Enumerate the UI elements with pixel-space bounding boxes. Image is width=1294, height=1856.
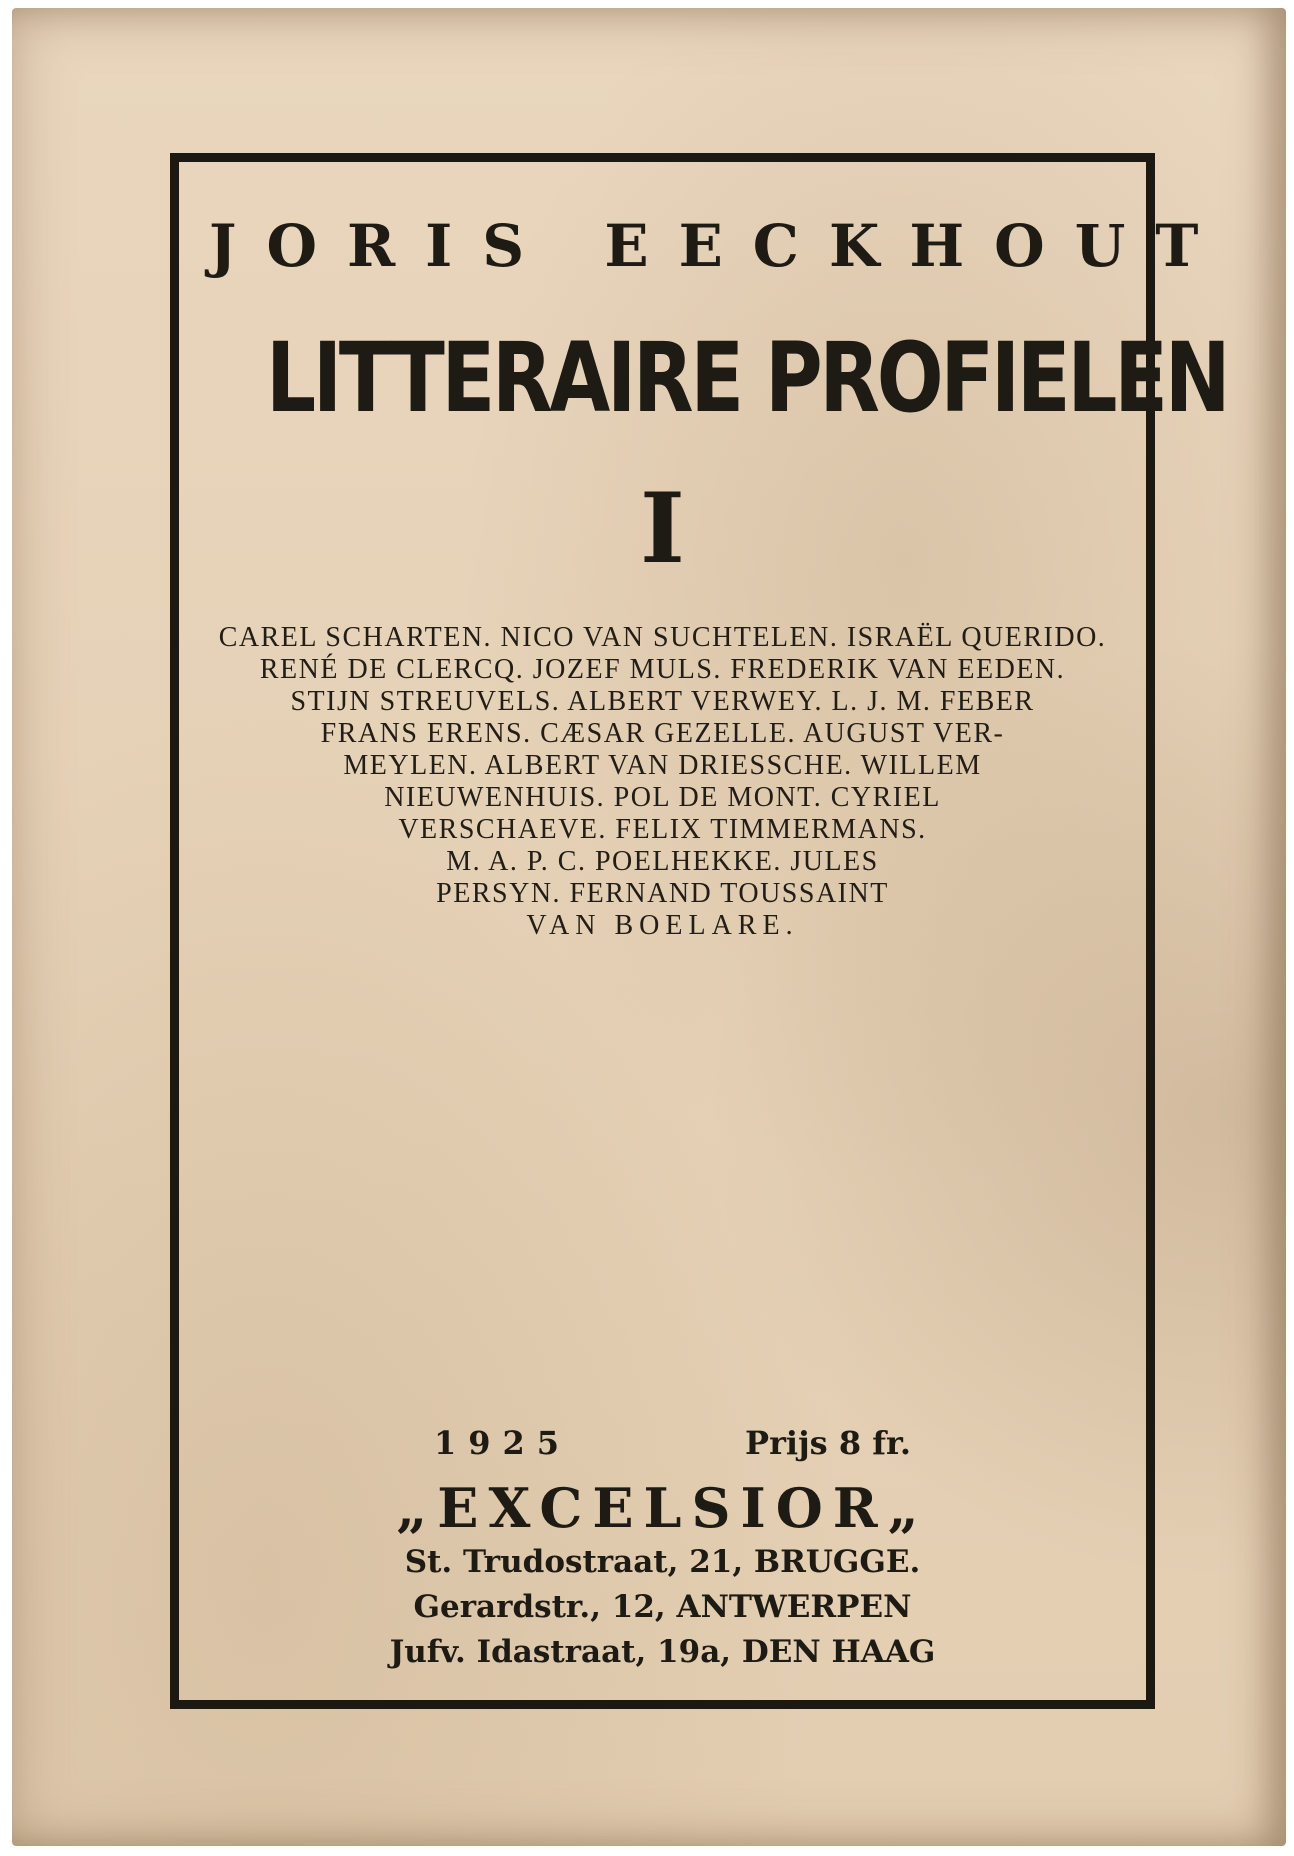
- author-name: JORIS EECKHOUT: [209, 212, 1229, 280]
- cover-border-frame: [170, 153, 1229, 1709]
- subject-line: CAREL SCHARTEN. NICO VAN SUCHTELEN. ISRAËL QUERIDO.: [218, 622, 1107, 653]
- subject-list: [179, 622, 1146, 942]
- subject-line: VERSCHAEVE. FELIX TIMMERMANS.: [398, 814, 927, 845]
- publisher-address-brugge: St. Trudostraat, 21, BRUGGE.: [404, 1544, 921, 1580]
- publisher-address-den-haag: Jufv. Idastraat, 19a, DEN HAAG: [389, 1634, 936, 1670]
- book-title: LITTERAIRE PROFIELEN: [266, 322, 1228, 434]
- price-label: Prijs 8 fr.: [745, 1424, 912, 1462]
- imprint-block: [179, 1424, 1146, 1675]
- subject-line: STIJN STREUVELS. ALBERT VERWEY. L. J. M. FEBER: [290, 686, 1035, 717]
- volume-number: I: [640, 472, 685, 585]
- subject-line: MEYLEN. ALBERT VAN DRIESSCHE. WILLEM: [343, 750, 982, 781]
- publisher-address-antwerpen: Gerardstr., 12, ANTWERPEN: [413, 1589, 912, 1625]
- subject-line: M. A. P. C. POELHEKKE. JULES: [446, 846, 879, 877]
- subject-line: NIEUWENHUIS. POL DE MONT. CYRIEL: [384, 782, 941, 813]
- book-cover: [12, 8, 1286, 1846]
- subject-line: FRANS ERENS. CÆSAR GEZELLE. AUGUST VER-: [320, 718, 1005, 749]
- subject-line: VAN BOELARE.: [526, 910, 799, 941]
- publication-year: 1925: [434, 1424, 572, 1462]
- subject-line: RENÉ DE CLERCQ. JOZEF MULS. FREDERIK VAN EEDEN.: [259, 654, 1066, 685]
- subject-line: PERSYN. FERNAND TOUSSAINT: [436, 878, 889, 909]
- publisher-name: „EXCELSIOR„: [396, 1476, 929, 1540]
- year-price-row: [179, 1424, 1146, 1474]
